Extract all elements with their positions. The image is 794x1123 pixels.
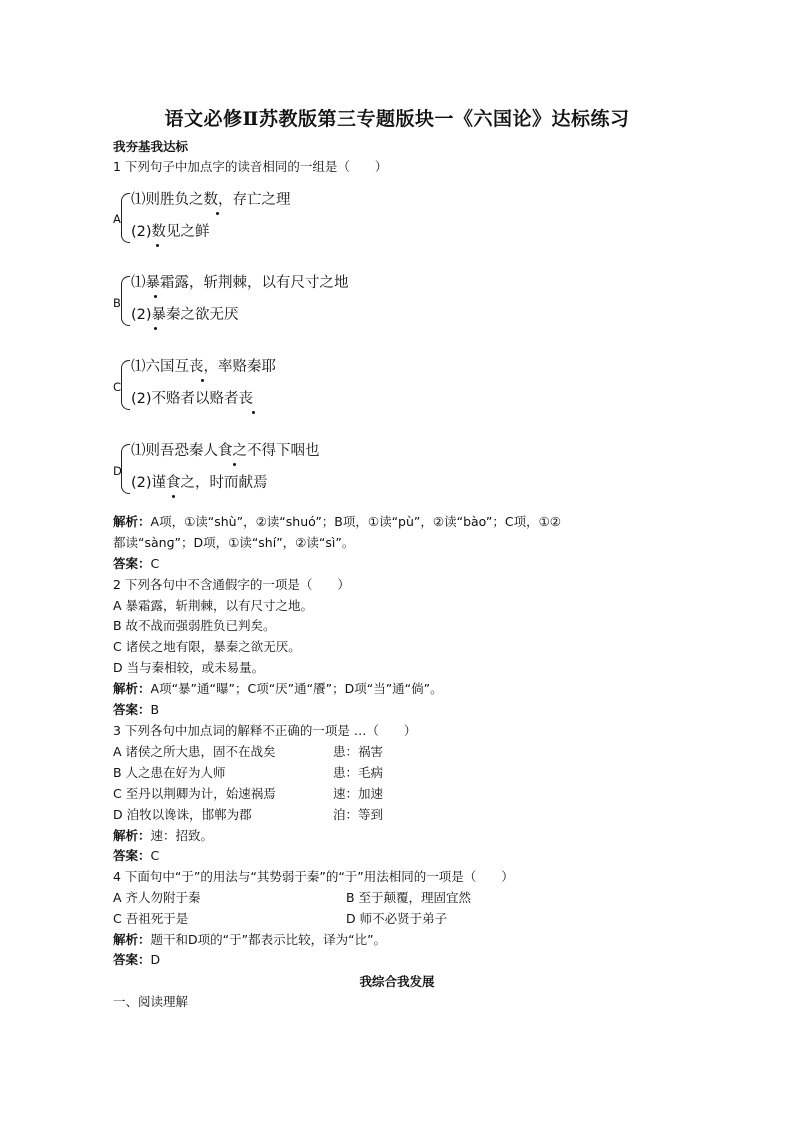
q4-analysis-text: 题干和D项的“于”都表示比较，译为“比”。: [150, 932, 387, 947]
q1-option-d-brace: [121, 444, 130, 494]
emphasis-dot: [201, 379, 204, 382]
q1-analysis-line1: [113, 513, 561, 531]
q2-option-c: C 诸侯之地有限，暴秦之欲无厌。: [113, 639, 301, 654]
q1-option-c-line2: (2)不赂者以赂者丧: [131, 391, 254, 407]
question-3-stem: 3 下列各句中加点词的解释不正确的一项是 …（ ）: [113, 723, 417, 738]
q2-option-d: D 当与秦相较，或未易量。: [113, 660, 265, 675]
q4-option-d: D 师不必贤于弟子: [346, 911, 448, 926]
q1-option-d-line1: ⑴则吾恐秦人食之不得下咽也: [131, 443, 320, 459]
q3-answer: [113, 847, 159, 865]
q1-analysis-label: 解析：: [113, 514, 151, 529]
emphasis-dot: [154, 295, 157, 298]
section-heading-basic: 我夯基我达标: [113, 139, 189, 154]
question-4-stem: 4 下面句中“于”的用法与“其势弱于秦”的“于”用法相同的一项是（ ）: [113, 869, 514, 884]
emphasis-dot: [252, 411, 255, 414]
q4-option-c: C 吾祖死于是: [113, 911, 189, 926]
q4-option-b: B 至于颠覆，理固宜然: [346, 890, 472, 905]
question-1-stem: 1 下列句子中加点字的读音相同的一组是（ ）: [113, 159, 388, 174]
q1-analysis-line2: 都读“sànɡ”；D项，①读“shí”，②读“sì”。: [113, 535, 355, 550]
q4-answer: [113, 951, 160, 969]
q2-answer-value: B: [150, 702, 160, 717]
q1-option-b-line1: ⑴暴霜露，斩荆棘，以有尺寸之地: [131, 275, 349, 291]
q2-option-a: A 暴霜露，斩荆棘，以有尺寸之地。: [113, 598, 314, 613]
q1-analysis-text: A项，①读“shù”，②读“shuó”；B项，①读“pù”，②读“bào”；C项，①②: [150, 514, 561, 529]
q2-answer: [113, 701, 159, 719]
q1-answer-value: C: [150, 556, 160, 571]
q2-option-b: B 故不战而强弱胜负已判矣。: [113, 618, 276, 633]
emphasis-dot: [233, 463, 236, 466]
q1-option-c-line1: ⑴六国互丧，率赂秦耶: [131, 359, 276, 375]
q4-analysis: [113, 931, 386, 949]
q4-answer-label: 答案：: [113, 952, 151, 967]
q4-analysis-label: 解析：: [113, 932, 151, 947]
q1-option-a-line1: ⑴则胜负之数，存亡之理: [131, 192, 291, 208]
q1-option-b-line2: (2)暴秦之欲无厌: [131, 307, 239, 323]
q1-option-a-letter: A: [113, 212, 121, 226]
q2-analysis: [113, 680, 443, 698]
q1-option-d-line2: (2)谨食之，时而献焉: [131, 475, 268, 491]
question-2-stem: 2 下列各句中不含通假字的一项是（ ）: [113, 577, 350, 592]
q1-option-b-letter: B: [113, 296, 121, 310]
q1-option-c-brace: [121, 360, 130, 410]
emphasis-dot: [216, 212, 219, 215]
q3-analysis-text: 速：招致。: [150, 828, 214, 843]
q3-option-d: D 洎牧以谗诛，邯郸为郡: [113, 807, 252, 822]
q1-option-b-brace: [121, 276, 130, 326]
q3-option-a-gloss: 患：祸害: [333, 744, 384, 759]
q3-option-b: B 人之患在好为人师: [113, 765, 226, 780]
q1-option-d-letter: D: [113, 464, 122, 478]
q3-answer-value: C: [150, 848, 160, 863]
q3-option-b-gloss: 患：毛病: [333, 765, 384, 780]
q1-option-c-letter: C: [113, 380, 122, 394]
q1-answer: [113, 555, 159, 573]
emphasis-dot: [156, 244, 159, 247]
q3-analysis: [113, 827, 213, 845]
q3-analysis-label: 解析：: [113, 828, 151, 843]
q3-option-a: A 诸侯之所大患，固不在战矣: [113, 744, 276, 759]
section-heading-comprehensive: 我综合我发展: [359, 974, 435, 989]
part-heading-reading: 一、阅读理解: [113, 994, 189, 1009]
q1-answer-label: 答案：: [113, 556, 151, 571]
emphasis-dot: [154, 327, 157, 330]
q3-answer-label: 答案：: [113, 848, 151, 863]
q2-analysis-text: A项“暴”通“曝”；C项“厌”通“餍”；D项“当”通“倘”。: [150, 681, 443, 696]
q4-option-a: A 齐人勿附于秦: [113, 890, 201, 905]
q3-option-d-gloss: 洎：等到: [333, 807, 384, 822]
emphasis-dot: [172, 495, 175, 498]
q1-option-a-brace: [121, 193, 130, 243]
page-title: 语文必修Ⅱ苏教版第三专题版块一《六国论》达标练习: [164, 108, 630, 130]
q2-analysis-label: 解析：: [113, 681, 151, 696]
q2-answer-label: 答案：: [113, 702, 151, 717]
q1-option-a-line2: (2)数见之鲜: [131, 224, 210, 240]
q3-option-c-gloss: 速：加速: [333, 786, 384, 801]
q3-option-c: C 至丹以荆卿为计，始速祸焉: [113, 786, 276, 801]
q4-answer-value: D: [150, 952, 161, 967]
